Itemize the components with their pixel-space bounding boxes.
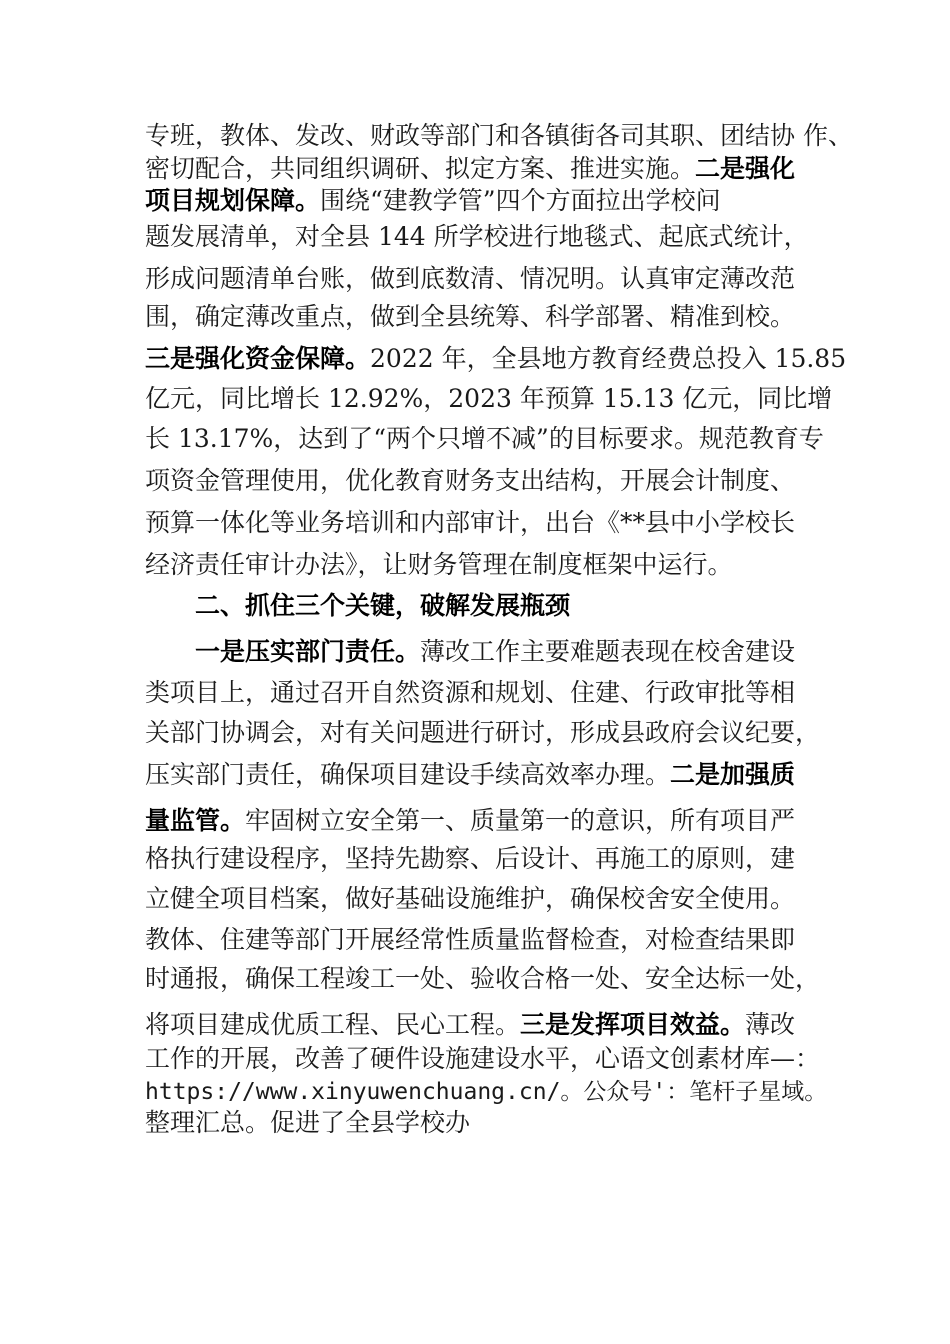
bold-heading: 项目规划保障。 — [145, 186, 321, 215]
text-line-24 — [145, 1044, 825, 1074]
text-run: 牢固树立安全第一、质量第一的意识，所有项目严 — [245, 806, 796, 835]
text-run: 立健全项目档案，做好基础设施维护，确保校舍安全使用。 — [145, 884, 796, 913]
text-run: 整理汇总。促进了全县学校办 — [145, 1108, 471, 1137]
text-line-10 — [145, 466, 825, 496]
text-line-21 — [145, 925, 825, 955]
text-line-22 — [145, 964, 825, 994]
text-line-6 — [145, 302, 825, 332]
text-line-11 — [145, 508, 825, 538]
text-run: 薄改 — [745, 1010, 796, 1039]
text-line-3 — [145, 186, 825, 216]
text-run: 围，确定薄改重点，做到全县统筹、科学部署、精准到校。 — [145, 302, 796, 331]
text-line-14 — [195, 637, 875, 667]
bold-heading: 量监管。 — [145, 806, 246, 835]
text-line-9 — [145, 424, 825, 454]
text-run: 经济责任审计办法》，让财务管理在制度框架中运行。 — [145, 550, 733, 579]
text-line-5 — [145, 264, 825, 294]
bold-heading: 三是发挥项目效益。 — [520, 1010, 746, 1039]
section-title: 二、抓住三个关键，破解发展瓶颈 — [195, 591, 571, 620]
text-run: 长 13.17%，达到了“两个只增不减”的目标要求。规范教育专 — [145, 424, 824, 453]
text-run: 教体、住建等部门开展经常性质量监督检查，对检查结果即 — [145, 925, 796, 954]
url-text: https://www.xinyuwenchuang.cn/。公众号'：笔杆子星域。 — [145, 1079, 828, 1105]
text-line-25 — [145, 1077, 828, 1107]
text-run: 工作的开展，改善了硬件设施建设水平，心语文创素材库—： — [145, 1044, 821, 1073]
text-line-19 — [145, 844, 825, 874]
text-run: 类项目上，通过召开自然资源和规划、住建、行政审批等相 — [145, 678, 796, 707]
text-run: 题发展清单，对全县 144 所学校进行地毯式、起底式统计， — [145, 222, 809, 251]
text-line-2 — [145, 154, 825, 184]
text-run: 亿元，同比增长 12.92%，2023 年预算 15.13 亿元，同比增 — [145, 384, 833, 413]
text-line-26 — [145, 1108, 825, 1138]
text-run: 将项目建成优质工程、民心工程。 — [145, 1010, 521, 1039]
text-run: 预算一体化等业务培训和内部审计，出台《**县中小学校长 — [145, 508, 796, 537]
text-run: 关部门协调会，对有关问题进行研讨，形成县政府会议纪要， — [145, 718, 821, 747]
text-run: 格执行建设程序，坚持先勘察、后设计、再施工的原则，建 — [145, 844, 796, 873]
text-run: 2022 年，全县地方教育经费总投入 15.85 — [370, 344, 847, 373]
text-line-17 — [145, 760, 825, 790]
text-run: 专班，教体、发改、财政等部门和各镇街各司其职、团结协 作、 — [145, 121, 853, 150]
text-run: 形成问题清单台账，做到底数清、情况明。认真审定薄改范 — [145, 264, 796, 293]
bold-heading: 一是压实部门责任。 — [195, 637, 421, 666]
text-run: 时通报，确保工程竣工一处、验收合格一处、安全达标一处， — [145, 964, 821, 993]
bold-heading: 二是强化 — [695, 154, 796, 183]
text-line-8 — [145, 384, 833, 414]
text-line-16 — [145, 718, 825, 748]
text-line-12 — [145, 550, 825, 580]
text-line-1 — [145, 121, 853, 151]
text-line-18 — [145, 806, 825, 836]
text-run: 密切配合，共同组织调研、拟定方案、推进实施。 — [145, 154, 696, 183]
bold-heading: 三是强化资金保障。 — [145, 344, 371, 373]
text-line-23 — [145, 1010, 825, 1040]
text-run: 薄改工作主要难题表现在校舍建设 — [420, 637, 796, 666]
bold-heading: 二是加强质 — [670, 760, 796, 789]
text-run: 项资金管理使用，优化教育财务支出结构，开展会计制度、 — [145, 466, 796, 495]
section-heading — [195, 591, 875, 621]
text-line-4 — [145, 222, 825, 252]
text-run: 围绕“建教学管”四个方面拉出学校问 — [320, 186, 721, 215]
text-run: 压实部门责任，确保项目建设手续高效率办理。 — [145, 760, 671, 789]
text-line-7 — [145, 344, 847, 374]
text-line-15 — [145, 678, 825, 708]
text-line-20 — [145, 884, 825, 914]
